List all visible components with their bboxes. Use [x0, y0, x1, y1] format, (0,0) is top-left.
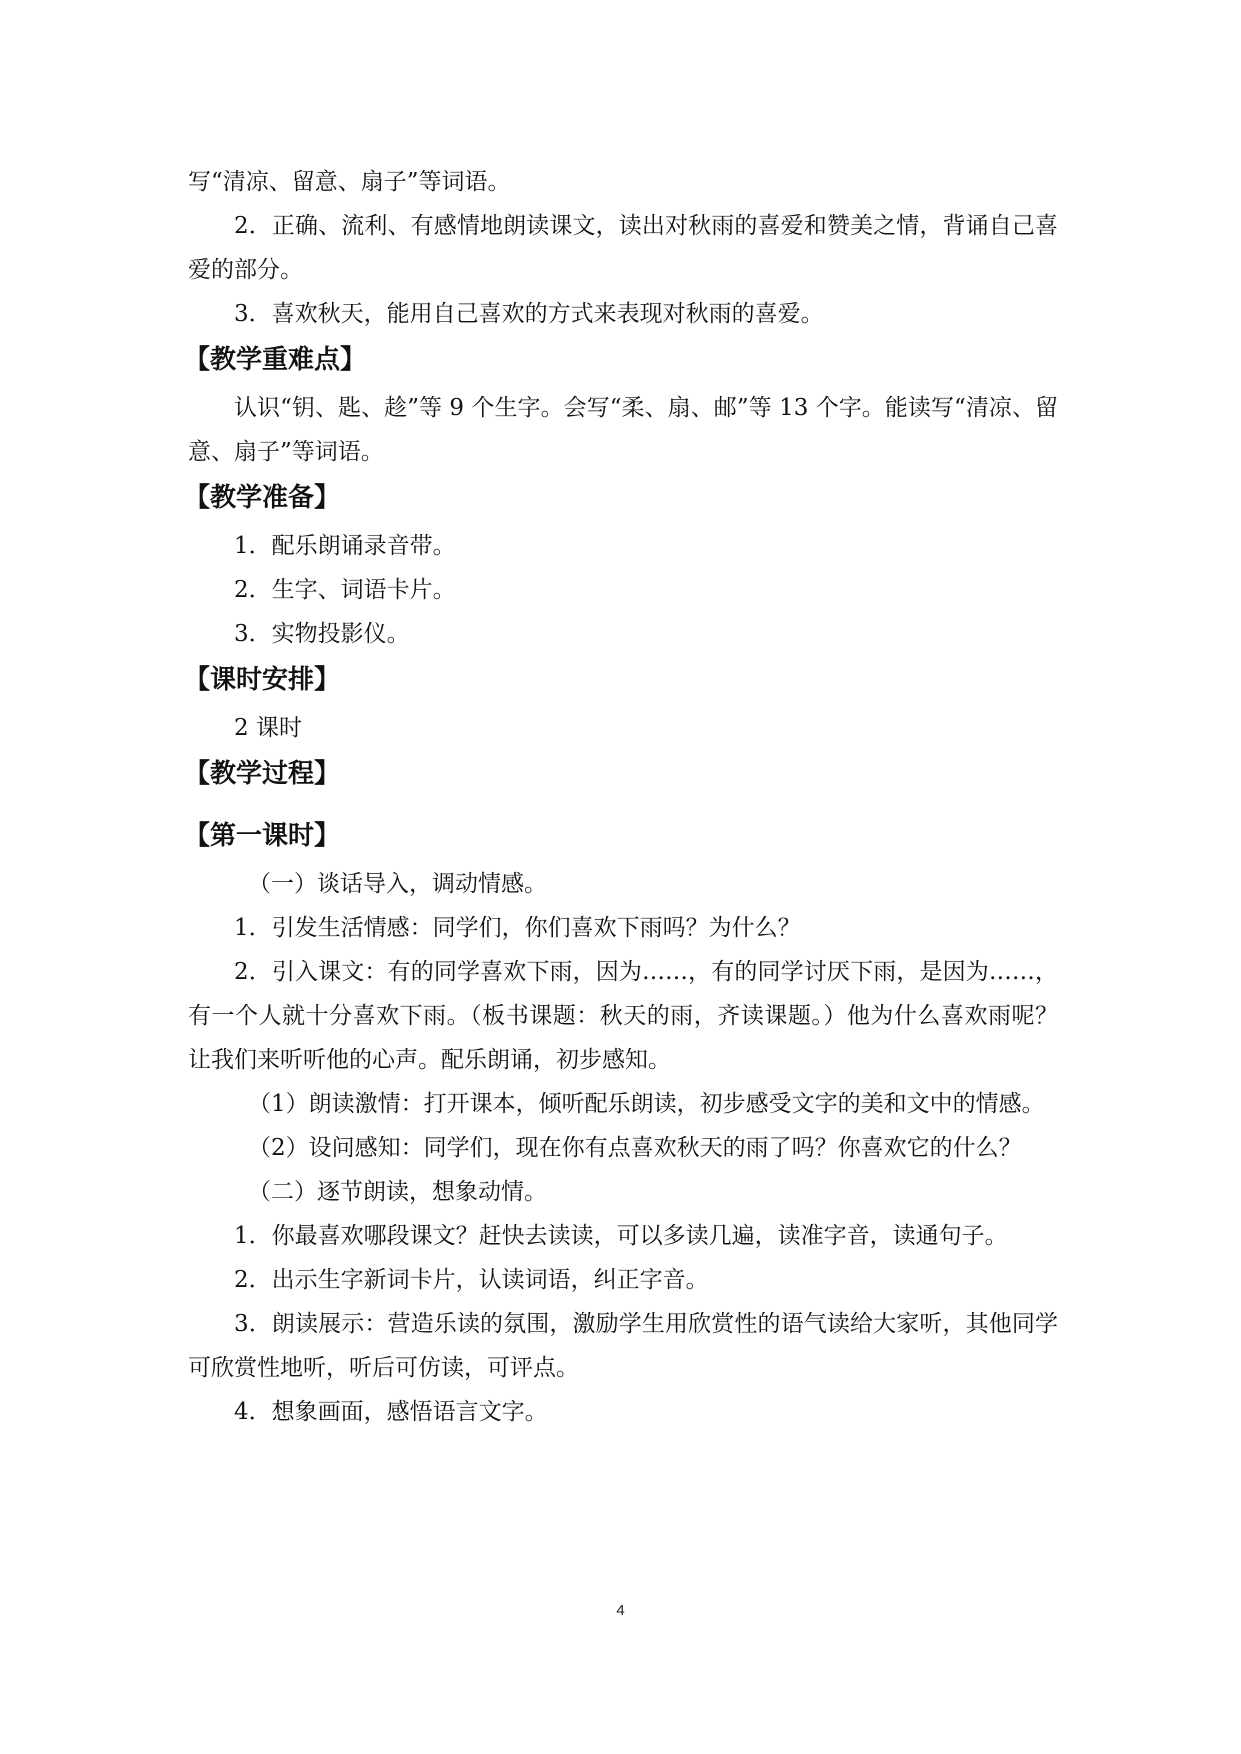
- paragraph: 3．喜欢秋天，能用自己喜欢的方式来表现对秋雨的喜爱。: [234, 301, 824, 327]
- document-body: [184, 160, 1058, 1434]
- paragraph: 2．生字、词语卡片。: [234, 577, 456, 603]
- section-heading: 【教学准备】: [184, 483, 341, 513]
- paragraph: 2．出示生字新词卡片，认读词语，纠正字音。: [234, 1267, 709, 1293]
- paragraph: 1．你最喜欢哪段课文？赶快去读读，可以多读几遍，读准字音，读通句子。: [234, 1223, 1008, 1249]
- section-heading: 【课时安排】: [184, 665, 341, 695]
- paragraph: 2．引入课文：有的同学喜欢下雨，因为……，有的同学讨厌下雨，是因为……，有一个人就十分喜欢下雨。（板书课题：秋天的雨，齐读课题。）他为什么喜欢雨呢？让我们来听听他的心声。配乐朗诵，初步感知。: [188, 959, 1058, 1073]
- paragraph: （二）逐节朗读，想象动情。: [248, 1179, 547, 1205]
- paragraph: （1）朗读激情：打开课本，倾听配乐朗读，初步感受文字的美和文中的情感。: [248, 1091, 1045, 1117]
- paragraph: 2 课时: [234, 715, 302, 741]
- paragraph: 3．朗读展示：营造乐读的氛围，激励学生用欣赏性的语气读给大家听，其他同学可欣赏性地听，听后可仿读，可评点。: [188, 1311, 1058, 1381]
- paragraph: 1．引发生活情感：同学们，你们喜欢下雨吗？为什么？: [234, 915, 801, 941]
- paragraph: （一）谈话导入，调动情感。: [248, 871, 547, 897]
- section-heading: 【教学过程】: [184, 759, 341, 789]
- section-heading: 【教学重难点】: [184, 345, 367, 375]
- paragraph: 认识“钥、匙、趁”等 9 个生字。会写“柔、扇、邮”等 13 个字。能读写“清凉、留意、扇子”等词语。: [188, 395, 1058, 465]
- paragraph: 2．正确、流利、有感情地朗读课文，读出对秋雨的喜爱和赞美之情，背诵自己喜爱的部分。: [188, 213, 1058, 283]
- section-heading: 【第一课时】: [184, 821, 341, 851]
- paragraph: 写“清凉、留意、扇子”等词语。: [188, 169, 511, 195]
- page-number: 4: [616, 1602, 625, 1619]
- paragraph: 4．想象画面，感悟语言文字。: [234, 1399, 548, 1425]
- paragraph: （2）设问感知：同学们，现在你有点喜欢秋天的雨了吗？你喜欢它的什么？: [248, 1135, 1022, 1161]
- paragraph: 3．实物投影仪。: [234, 621, 410, 647]
- paragraph: 1．配乐朗诵录音带。: [234, 533, 456, 559]
